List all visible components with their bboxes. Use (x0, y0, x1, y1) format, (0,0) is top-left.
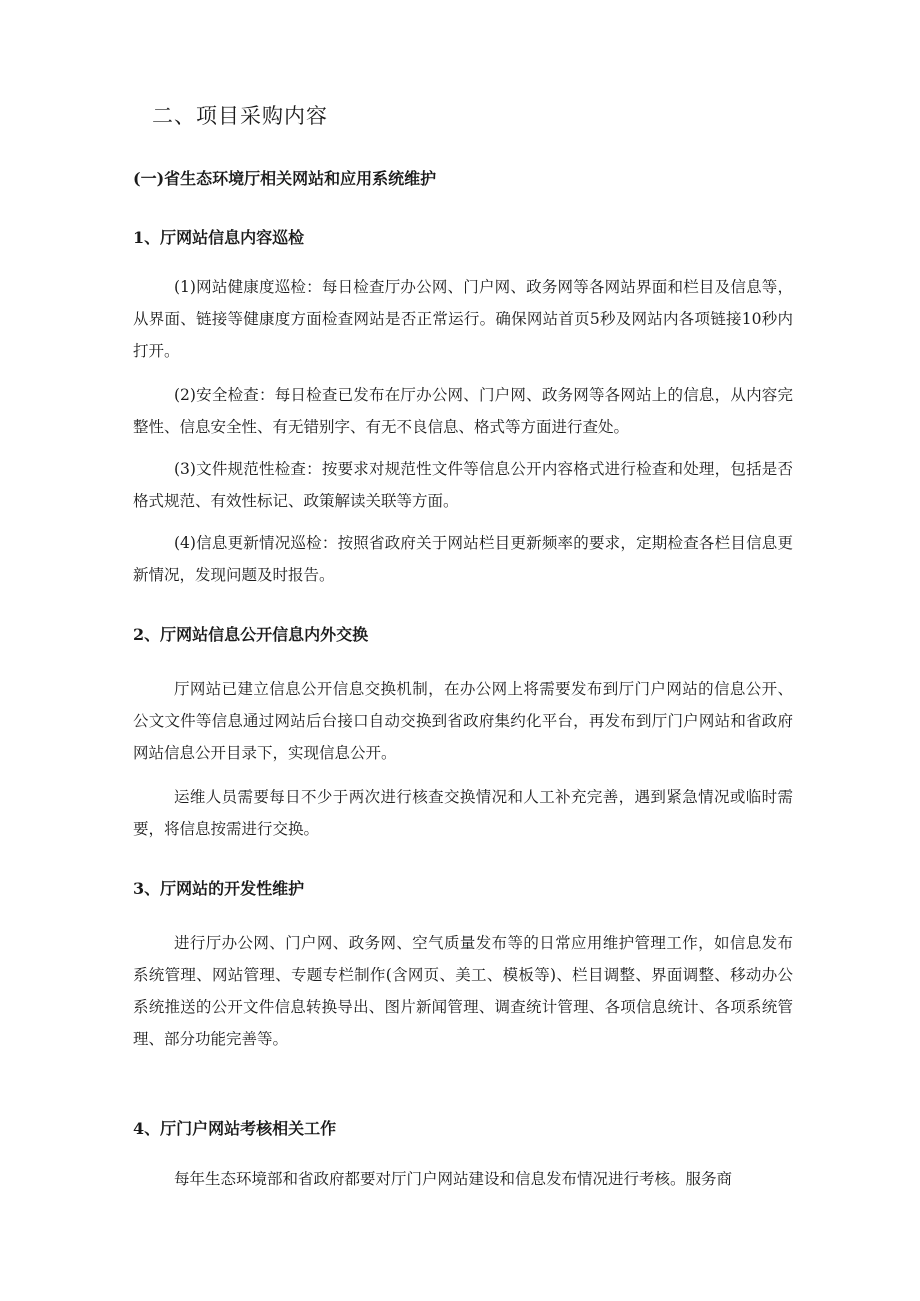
item-1-paragraph-2: (2)安全检查：每日检查已发布在厅办公网、门户网、政务网等各网站上的信息，从内容完整性、信息安全性、有无错别字、有无不良信息、格式等方面进行查处。 (133, 386, 793, 436)
section-title: (一)省生态环境厅相关网站和应用系统维护 (133, 169, 437, 188)
item-4-paragraph-1: 每年生态环境部和省政府都要对厅门户网站建设和信息发布情况进行考核。服务商 (174, 1170, 733, 1188)
chapter-title: 二、项目采购内容 (152, 104, 328, 128)
item-3-paragraph-1: 进行厅办公网、门户网、政务网、空气质量发布等的日常应用维护管理工作，如信息发布系统管理、网站管理、专题专栏制作(含网页、美工、模板等)、栏目调整、界面调整、移动办公系统推送的公开文件信息转换导出、图片新闻管理、调查统计管理、各项信息统计、各项系统管理、部分功能完善等。 (133, 934, 793, 1048)
item-2-paragraph-2: 运维人员需要每日不少于两次进行核查交换情况和人工补充完善，遇到紧急情况或临时需要，将信息按需进行交换。 (133, 788, 793, 838)
item-1-paragraph-1: (1)网站健康度巡检：每日检查厅办公网、门户网、政务网等各网站界面和栏目及信息等，从界面、链接等健康度方面检查网站是否正常运行。确保网站首页5秒及网站内各项链接10秒内打开。 (133, 278, 793, 360)
item-1-paragraph-3: (3)文件规范性检查：按要求对规范性文件等信息公开内容格式进行检查和处理，包括是否格式规范、有效性标记、政策解读关联等方面。 (133, 460, 793, 510)
item-2-heading: 2、厅网站信息公开信息内外交换 (133, 625, 369, 644)
item-2-paragraph-1: 厅网站已建立信息公开信息交换机制，在办公网上将需要发布到厅门户网站的信息公开、公文文件等信息通过网站后台接口自动交换到省政府集约化平台，再发布到厅门户网站和省政府网站信息公开目录下，实现信息公开。 (133, 680, 793, 762)
item-4-heading: 4、厅门户网站考核相关工作 (133, 1119, 337, 1138)
item-1-heading: 1、厅网站信息内容巡检 (133, 228, 305, 247)
item-1-paragraph-4: (4)信息更新情况巡检：按照省政府关于网站栏目更新频率的要求，定期检查各栏目信息更新情况，发现问题及时报告。 (133, 534, 793, 584)
item-3-heading: 3、厅网站的开发性维护 (133, 879, 305, 898)
